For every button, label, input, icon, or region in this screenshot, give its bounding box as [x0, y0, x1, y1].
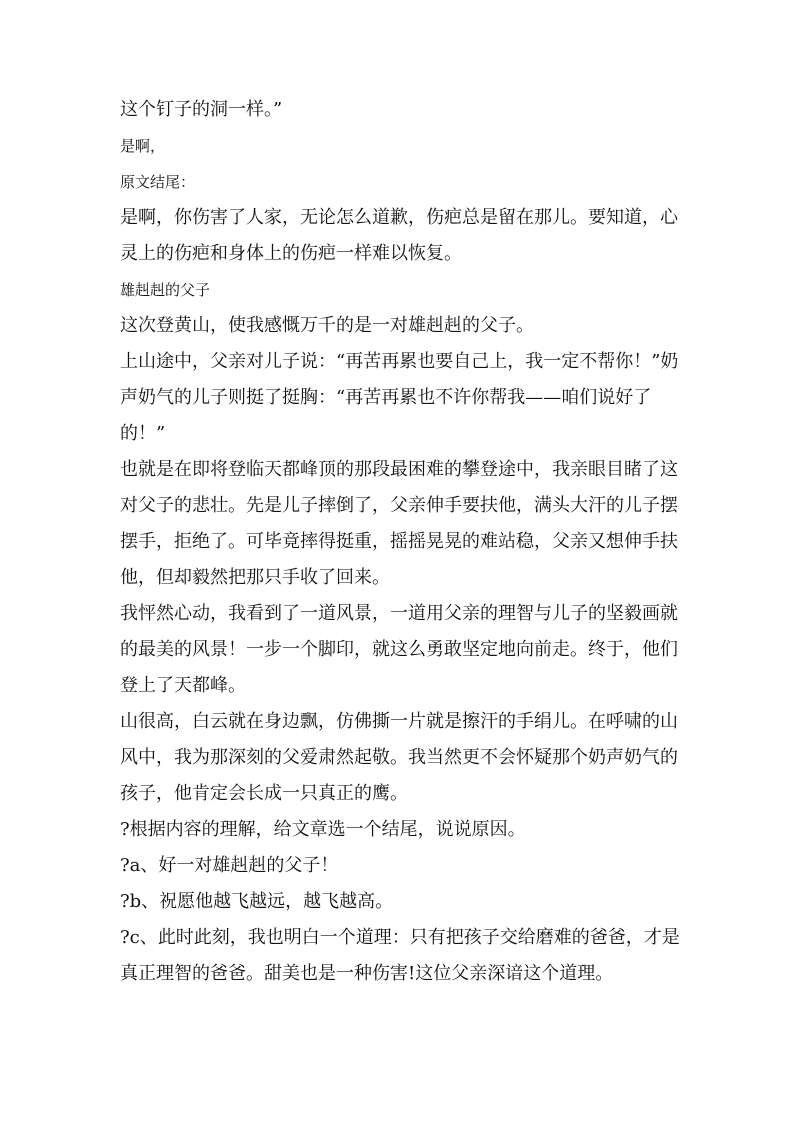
option-c: ?c、此时此刻，我也明白一个道理：只有把孩子交给磨难的爸爸，才是真正理智的爸爸。甜美也是一种伤害!这位父亲深谙这个道理。 [120, 927, 680, 984]
question-prompt: ?根据内容的理解，给文章选一个结尾，说说原因。 [120, 819, 526, 840]
document-body [120, 92, 680, 992]
option-b: ?b、祝愿他越飞越远，越飞越高。 [120, 891, 394, 912]
paragraph-2: 是啊， [120, 137, 166, 155]
paragraph-4: 是啊，你伤害了人家，无论怎么道歉，伤疤总是留在那儿。要知道，心灵上的伤疤和身体上的伤疤一样难以恢复。 [120, 207, 678, 264]
paragraph-7: 上山途中，父亲对儿子说：“再苦再累也要自己上，我一定不帮你！”奶声奶气的儿子则挺了挺胸：“再苦再累也不许你帮我——咱们说好了的！” [120, 351, 679, 444]
paragraph-8: 也就是在即将登临天都峰顶的那段最困难的攀登途中，我亲眼目睹了这对父子的悲壮。先是儿子摔倒了，父亲伸手要扶他，满头大汗的儿子摆摆手，拒绝了。可毕竟摔得挺重，摇摇晃晃的难站稳，父亲又想伸手扶他，但却毅然把那只手收了回来。 [120, 459, 678, 588]
paragraph-1: 这个钉子的洞一样。” [120, 99, 283, 120]
paragraph-10: 山很高，白云就在身边飘，仿佛撕一片就是擦汗的手绢儿。在呼啸的山风中，我为那深刻的父爱肃然起敬。我当然更不会怀疑那个奶声奶气的孩子，他肯定会长成一只真正的鹰。 [120, 711, 678, 804]
option-a: ?a、好一对雄赳赳的父子！ [120, 855, 339, 876]
article-title: 雄赳赳的父子 [120, 281, 211, 299]
paragraph-6: 这次登黄山，使我感慨万千的是一对雄赳赳的父子。 [120, 315, 534, 336]
paragraph-3-heading: 原文结尾： [120, 173, 196, 191]
paragraph-9: 我怦然心动，我看到了一道风景，一道用父亲的理智与儿子的坚毅画就的最美的风景！一步一个脚印，就这么勇敢坚定地向前走。终于，他们登上了天都峰。 [120, 603, 678, 696]
